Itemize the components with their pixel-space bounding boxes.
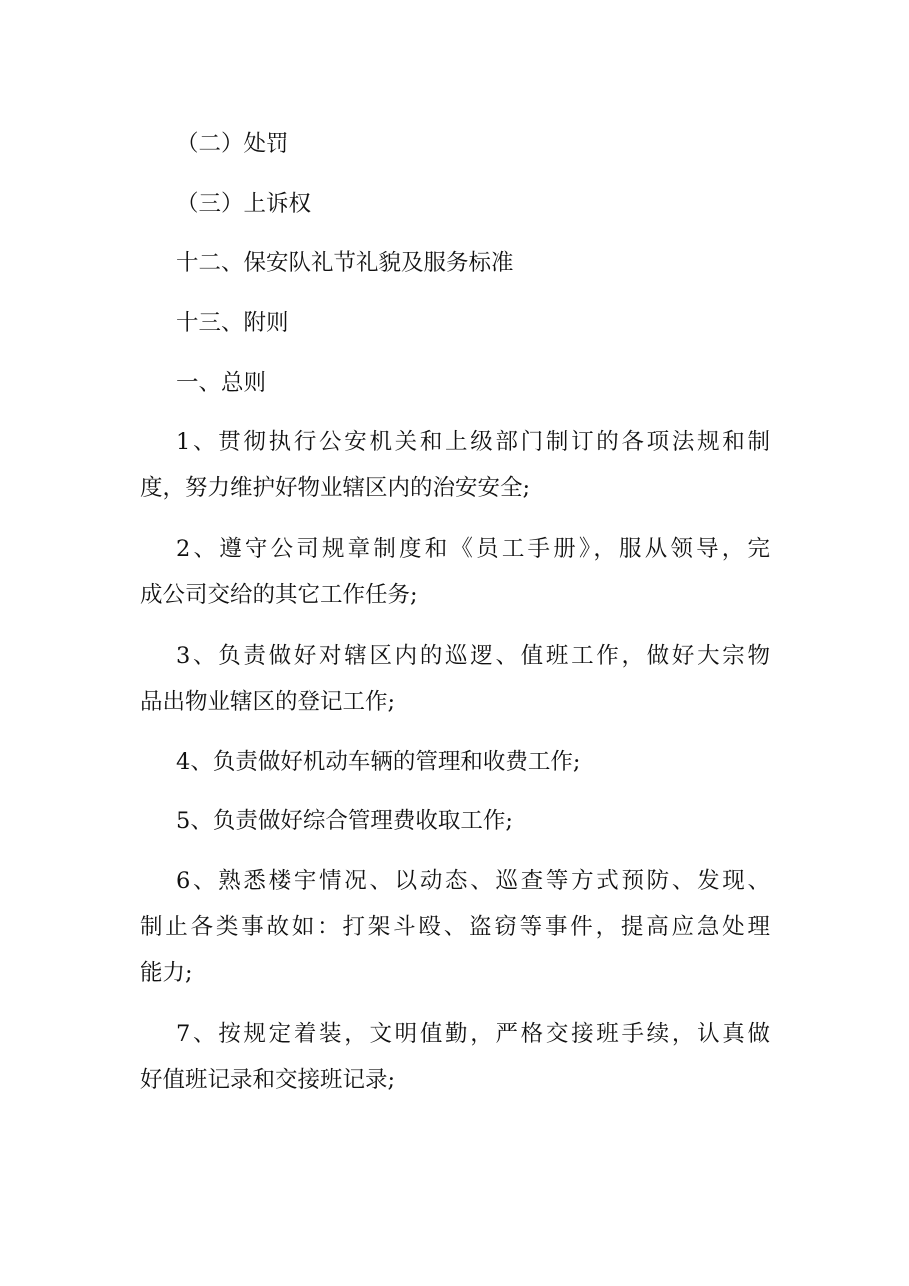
- paragraph-4: 4、负责做好机动车辆的管理和收费工作;: [176, 749, 581, 775]
- section-heading-12: 十二、保安队礼节礼貌及服务标准: [176, 250, 514, 276]
- paragraph-5: 5、负责做好综合管理费收取工作;: [176, 808, 513, 834]
- paragraph-1-line-2: 度，努力维护好物业辖区内的治安安全;: [140, 475, 531, 501]
- paragraph-1-line-1: 1、贯彻执行公安机关和上级部门制订的各项法规和制: [176, 429, 770, 455]
- section-heading-1: 一、总则: [176, 370, 267, 396]
- outline-item-appeal: （三）上诉权: [176, 191, 312, 217]
- paragraph-2-line-2: 成公司交给的其它工作任务;: [140, 582, 418, 608]
- paragraph-6-line-3: 能力;: [140, 960, 193, 986]
- paragraph-3-line-2: 品出物业辖区的登记工作;: [140, 689, 396, 715]
- paragraph-7-line-2: 好值班记录和交接班记录;: [140, 1067, 396, 1093]
- paragraph-6-line-2: 制止各类事故如：打架斗殴、盗窃等事件，提高应急处理: [140, 914, 770, 940]
- outline-item-penalty: （二）处罚: [176, 131, 289, 157]
- section-heading-13: 十三、附则: [176, 310, 289, 336]
- paragraph-6-line-1: 6、熟悉楼宇情况、以动态、巡查等方式预防、发现、: [176, 868, 770, 894]
- paragraph-2-line-1: 2、遵守公司规章制度和《员工手册》，服从领导，完: [176, 536, 770, 562]
- paragraph-3-line-1: 3、负责做好对辖区内的巡逻、值班工作，做好大宗物: [176, 643, 770, 669]
- paragraph-7-line-1: 7、按规定着装，文明值勤，严格交接班手续，认真做: [176, 1021, 770, 1047]
